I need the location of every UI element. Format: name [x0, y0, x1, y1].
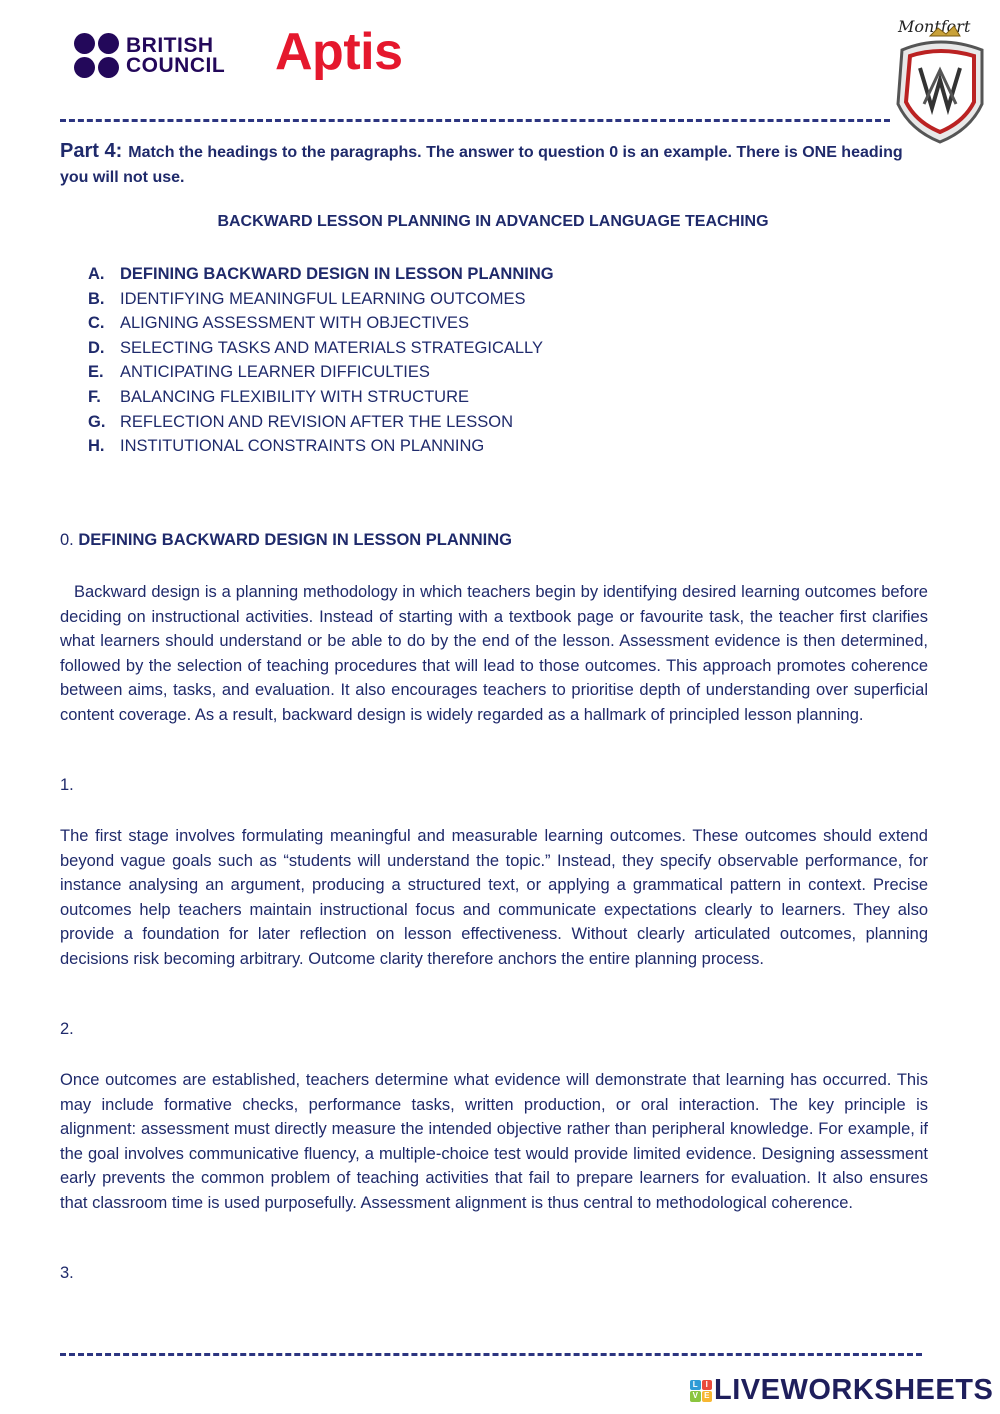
section-2-answer-slot[interactable]: 2. — [60, 1020, 74, 1038]
british-council-dots-icon — [74, 33, 120, 79]
instructions — [60, 139, 930, 190]
document-title: BACKWARD LESSON PLANNING IN ADVANCED LANGUAGE TEACHING — [217, 213, 769, 230]
montfort-crest-icon — [890, 8, 990, 148]
british-council-wordmark: BRITISH COUNCIL — [126, 34, 226, 77]
instructions-text: Match the headings to the paragraphs. The answer to question 0 is an example. There is ONE heading you will not use. — [60, 144, 903, 186]
liveworksheets-logo — [690, 1374, 993, 1407]
part-label: Part 4: — [60, 140, 123, 162]
section-2-paragraph: Once outcomes are established, teachers determine what evidence will demonstrate that learning has occurred. This may include formative checks, performance tasks, written production, or oral interaction. The key principle is alignment: assessment must directly measure the intended objective rather than peripheral knowledge. For example, if the goal involves communicative fluency, a multiple-choice test would provide limited evidence. Designing assessment early prevents the common problem of teaching activities that fail to prepare learners for evaluation. It also ensures that classroom time is used purposefully. Assessment alignment is thus central to methodological coherence. — [60, 1071, 928, 1212]
bottom-dashed-divider — [60, 1353, 922, 1356]
liveworksheets-icon: L I V E — [690, 1380, 712, 1402]
heading-option: B. IDENTIFYING MEANINGFUL LEARNING OUTCOMES — [88, 289, 526, 308]
heading-option: D. SELECTING TASKS AND MATERIALS STRATEGICALLY — [88, 338, 543, 357]
heading-option: A. DEFINING BACKWARD DESIGN IN LESSON PLANNING — [88, 265, 554, 283]
heading-option: E. ANTICIPATING LEARNER DIFFICULTIES — [88, 363, 430, 382]
section-1-paragraph: The first stage involves formulating meaningful and measurable learning outcomes. These outcomes should extend beyond vague goals such as “students will understand the topic.” Instead, they specify observable performance, for instance analysing an argument, producing a structured text, or applying a grammatical pattern in context. Precise outcomes help teachers maintain instructional focus and communicate expectations clearly to learners. They also provide a foundation for later reflection on lesson effectiveness. Without clearly articulated outcomes, planning decisions risk becoming arbitrary. Outcome clarity therefore anchors the entire planning process. — [60, 827, 928, 968]
heading-options-list — [88, 262, 554, 459]
heading-option: F. BALANCING FLEXIBILITY WITH STRUCTURE — [88, 387, 469, 406]
british-council-logo — [74, 32, 225, 80]
aptis-logo: Aptis — [275, 23, 403, 81]
liveworksheets-wordmark: LIVEWORKSHEETS — [714, 1374, 994, 1406]
crest-signature: Montfort — [898, 17, 971, 36]
heading-option: G. REFLECTION AND REVISION AFTER THE LESSON — [88, 412, 514, 431]
heading-option: H. INSTITUTIONAL CONSTRAINTS ON PLANNING — [88, 437, 485, 456]
top-dashed-divider — [60, 119, 890, 122]
section-3-answer-slot[interactable]: 3. — [60, 1264, 74, 1282]
section-0-title: 0. DEFINING BACKWARD DESIGN IN LESSON PLANNING — [60, 531, 512, 549]
heading-option: C. ALIGNING ASSESSMENT WITH OBJECTIVES — [88, 314, 470, 333]
section-0-paragraph: Backward design is a planning methodology in which teachers begin by identifying desired learning outcomes before deciding on instructional activities. Instead of starting with a textbook page or favourite task, the teacher first clarifies what learners should understand or be able to do by the end of the lesson. Assessment evidence is then determined, followed by the selection of teaching procedures that will lead to those outcomes. This approach promotes coherence between aims, tasks, and evaluation. It also encourages teachers to prioritise depth of understanding over superficial content coverage. As a result, backward design is widely regarded as a hallmark of principled lesson planning. — [60, 583, 928, 724]
section-1-answer-slot[interactable]: 1. — [60, 776, 74, 794]
